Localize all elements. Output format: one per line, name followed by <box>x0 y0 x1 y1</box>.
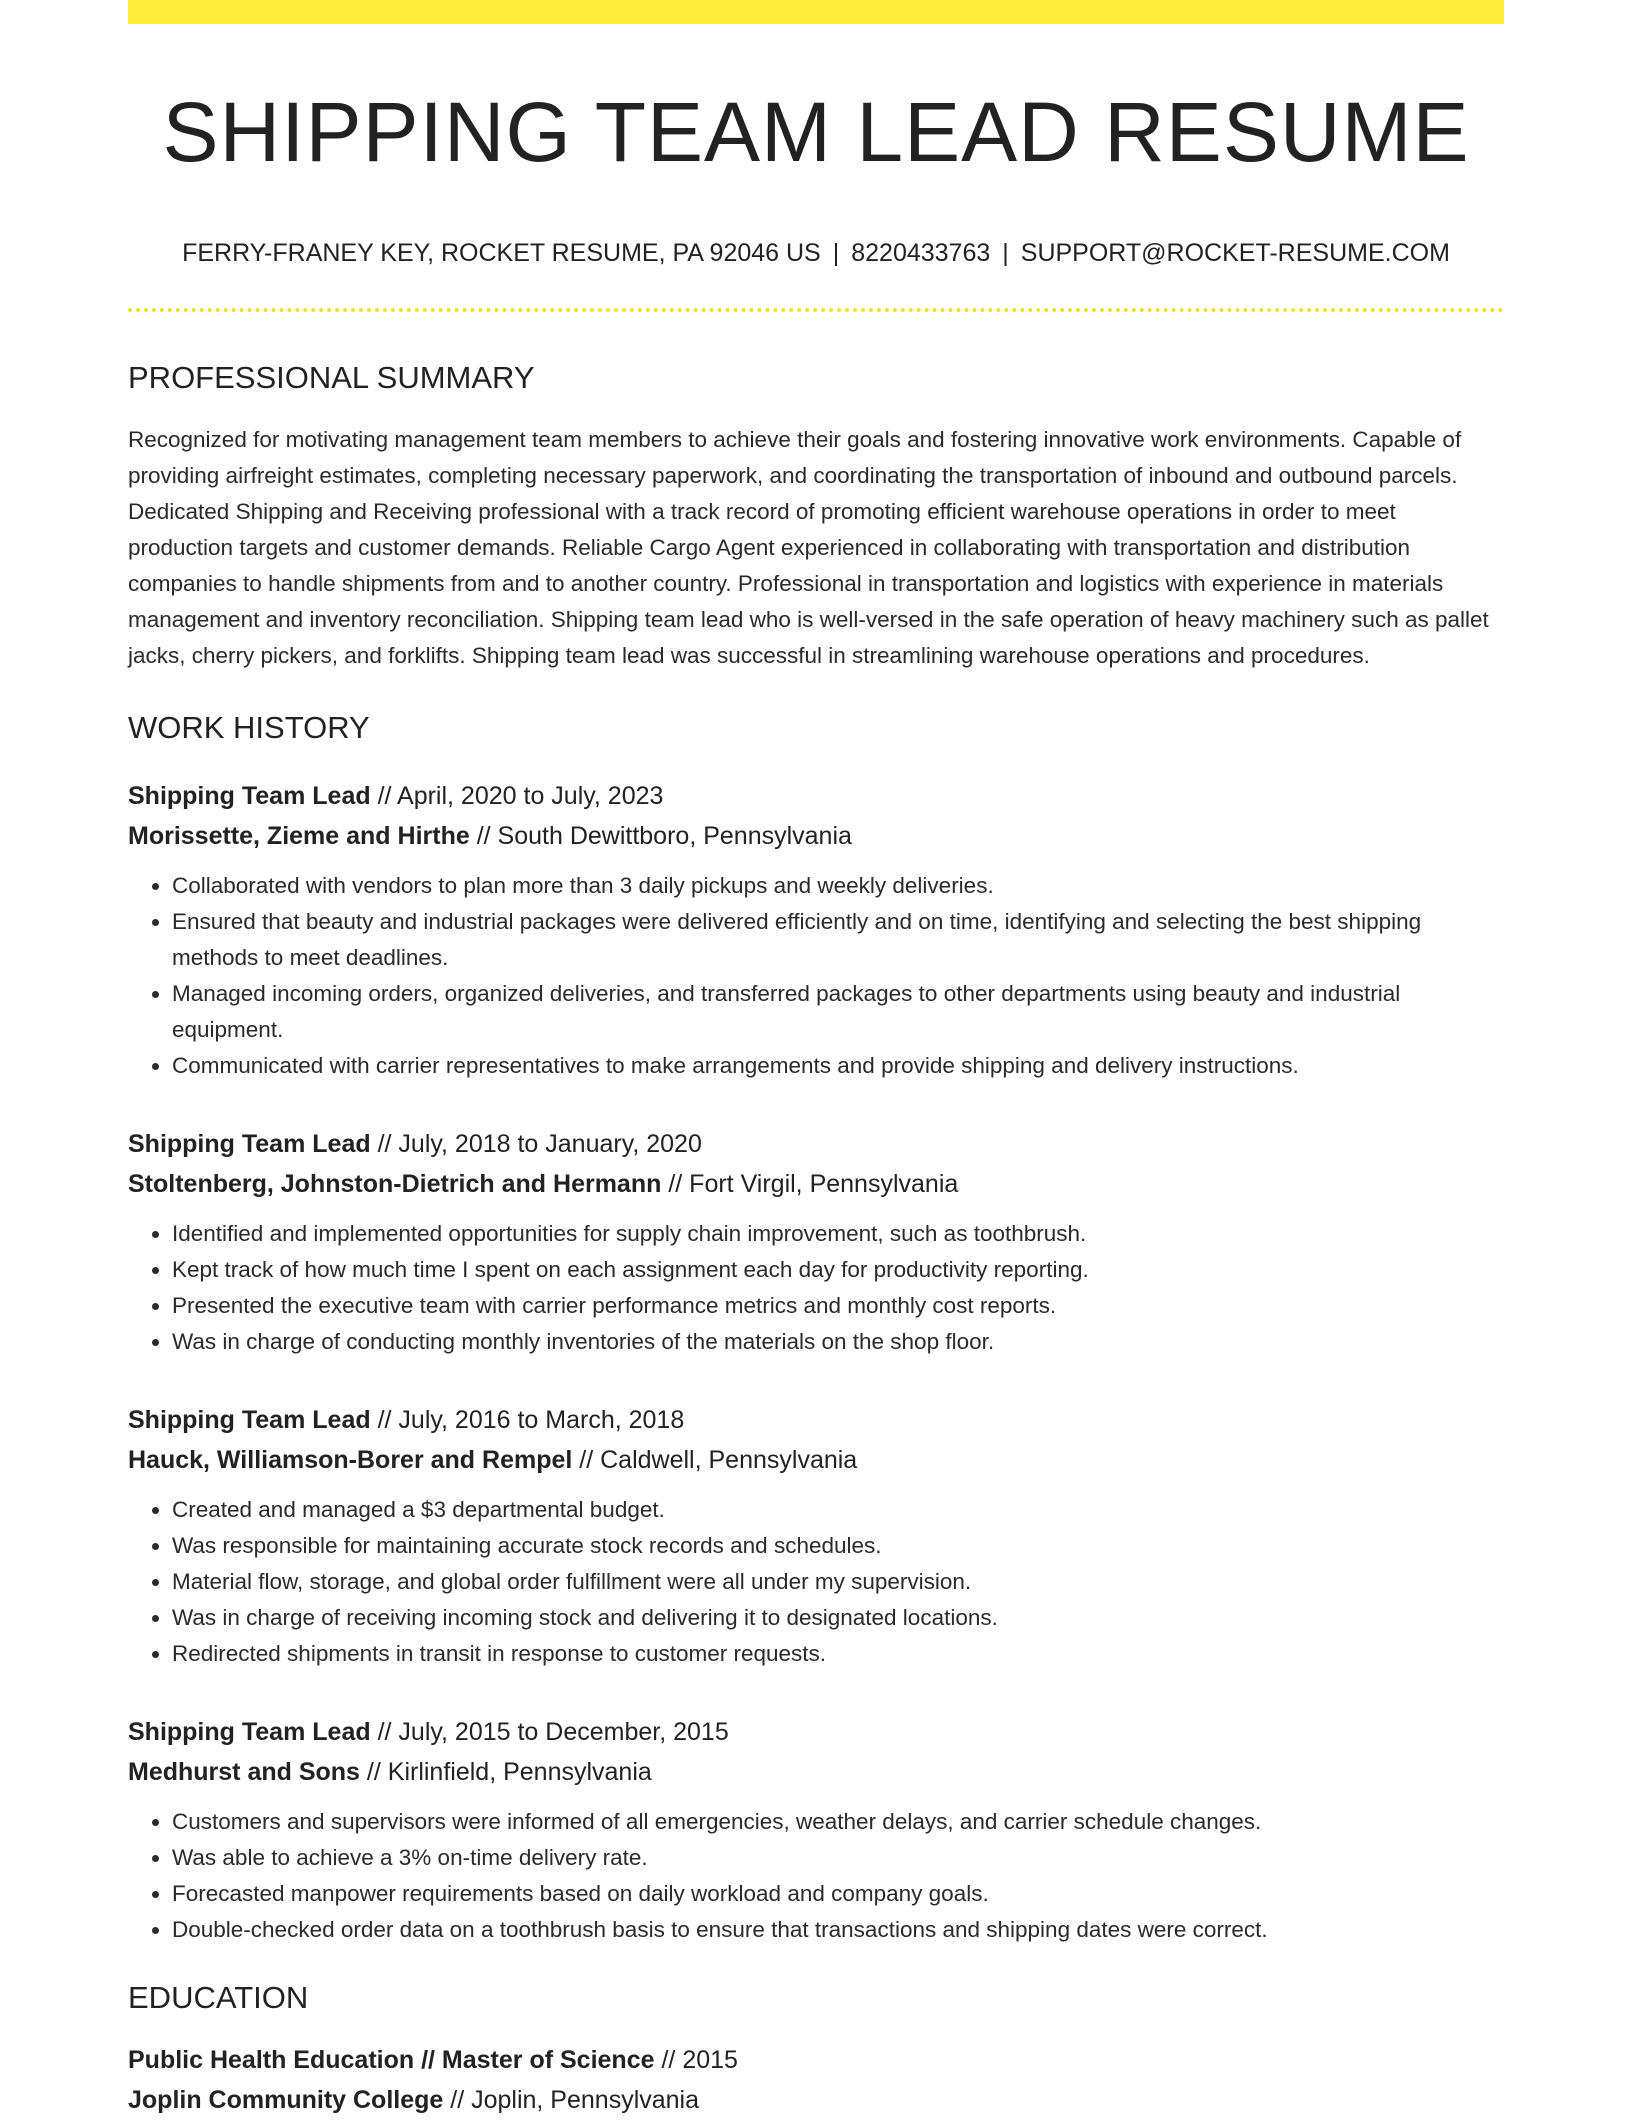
job-location: Caldwell, Pennsylvania <box>600 1446 858 1474</box>
job-company: Stoltenberg, Johnston-Dietrich and Hermann <box>128 1170 662 1198</box>
contact-separator: | <box>832 239 840 267</box>
list-item: • Was in charge of conducting monthly inventories of the materials on the shop floor. <box>172 1324 1504 1360</box>
contact-email: SUPPORT@ROCKET-RESUME.COM <box>1020 239 1450 267</box>
contact-separator: | <box>1002 239 1009 267</box>
contact-phone: 8220433763 <box>851 239 991 267</box>
line-separator: // <box>370 782 398 810</box>
list-item: • Created and managed a $3 departmental budget. <box>172 1492 1504 1528</box>
list-item: • Redirected shipments in transit in response to customer requests. <box>172 1636 1504 1672</box>
job-location: Kirlinfield, Pennsylvania <box>387 1758 652 1786</box>
list-item: • Kept track of how much time I spent on each assignment each day for productivity reporting. <box>172 1252 1504 1288</box>
education-entry <box>128 2040 1504 2120</box>
job-location: Fort Virgil, Pennsylvania <box>689 1170 959 1198</box>
job-company: Hauck, Williamson-Borer and Rempel <box>128 1446 573 1474</box>
job-bullets <box>128 1804 1504 1948</box>
resume-page <box>128 0 1504 2120</box>
page-title: SHIPPING TEAM LEAD RESUME <box>162 85 1470 179</box>
list-item: • Managed incoming orders, organized deliveries, and transferred packages to other departments using beauty and industrial equipment. <box>172 976 1504 1048</box>
job-company: Morissette, Zieme and Hirthe <box>128 822 470 850</box>
job-entry <box>128 1712 1504 1948</box>
job-company: Medhurst and Sons <box>128 1758 360 1786</box>
education-degree: Public Health Education // Master of Science <box>128 2046 655 2074</box>
job-title-line <box>128 1712 1504 1752</box>
job-bullets <box>128 868 1504 1084</box>
education-degree-line <box>128 2040 1504 2080</box>
contact-address: FERRY-FRANEY KEY, ROCKET RESUME, PA 92046 US <box>182 239 821 267</box>
job-title-line <box>128 1400 1504 1440</box>
dotted-divider <box>128 308 1504 312</box>
job-title-line <box>128 776 1504 816</box>
job-title: Shipping Team Lead <box>128 1406 371 1434</box>
list-item: • Collaborated with vendors to plan more than 3 daily pickups and weekly deliveries. <box>172 868 1504 904</box>
education-heading: EDUCATION <box>128 1980 309 2015</box>
list-item: • Was responsible for maintaining accurate stock records and schedules. <box>172 1528 1504 1564</box>
education-year: 2015 <box>682 2046 738 2074</box>
job-title: Shipping Team Lead <box>128 782 371 810</box>
summary-heading: PROFESSIONAL SUMMARY <box>128 360 535 395</box>
list-item: • Communicated with carrier representatives to make arrangements and provide shipping and delivery instructions. <box>172 1048 1504 1084</box>
list-item: • Material flow, storage, and global order fulfillment were all under my supervision. <box>172 1564 1504 1600</box>
job-company-line <box>128 1752 1504 1792</box>
job-company-line <box>128 816 1504 856</box>
line-separator: // <box>572 1446 601 1474</box>
list-item: • Ensured that beauty and industrial packages were delivered efficiently and on time, identifying and selecting the best shipping methods to meet deadlines. <box>172 904 1504 976</box>
line-separator: // <box>370 1406 399 1434</box>
job-company-line <box>128 1164 1504 1204</box>
job-title: Shipping Team Lead <box>128 1130 371 1158</box>
job-dates: April, 2020 to July, 2023 <box>397 782 664 810</box>
work-history-heading: WORK HISTORY <box>128 710 370 745</box>
line-separator: // <box>370 1718 399 1746</box>
list-item: • Was in charge of receiving incoming stock and delivering it to designated locations. <box>172 1600 1504 1636</box>
job-dates: July, 2016 to March, 2018 <box>398 1406 685 1434</box>
job-entry <box>128 1124 1504 1360</box>
line-separator: // <box>370 1130 399 1158</box>
line-separator: // <box>661 1170 690 1198</box>
job-bullets <box>128 1216 1504 1360</box>
job-entry <box>128 1400 1504 1672</box>
education-school: Joplin Community College <box>128 2086 444 2114</box>
list-item: • Presented the executive team with carrier performance metrics and monthly cost reports. <box>172 1288 1504 1324</box>
education-location: Joplin, Pennsylvania <box>471 2086 700 2114</box>
job-bullets <box>128 1492 1504 1672</box>
line-separator: // <box>469 822 498 850</box>
contact-line <box>128 236 1504 270</box>
line-separator: // <box>359 1758 388 1786</box>
line-separator: // <box>443 2086 472 2114</box>
job-company-line <box>128 1440 1504 1480</box>
job-dates: July, 2015 to December, 2015 <box>398 1718 729 1746</box>
list-item: • Was able to achieve a 3% on-time delivery rate. <box>172 1840 1504 1876</box>
list-item: • Double-checked order data on a toothbrush basis to ensure that transactions and shipping dates were correct. <box>172 1912 1504 1948</box>
list-item: • Forecasted manpower requirements based on daily workload and company goals. <box>172 1876 1504 1912</box>
list-item: • Identified and implemented opportunities for supply chain improvement, such as toothbrush. <box>172 1216 1504 1252</box>
education-school-line <box>128 2080 1504 2120</box>
job-title-line <box>128 1124 1504 1164</box>
job-location: South Dewittboro, Pennsylvania <box>497 822 852 850</box>
job-entry <box>128 776 1504 1084</box>
job-dates: July, 2018 to January, 2020 <box>398 1130 702 1158</box>
line-separator: // <box>654 2046 683 2074</box>
list-item: • Customers and supervisors were informed of all emergencies, weather delays, and carrier schedule changes. <box>172 1804 1504 1840</box>
job-title: Shipping Team Lead <box>128 1718 371 1746</box>
top-accent-bar <box>128 0 1504 24</box>
summary-text: Recognized for motivating management team members to achieve their goals and fostering innovative work environments. Capable of providing airfreight estimates, completing necessary paperwork, and coordinating the transportation of inbound and outbound parcels. Dedicated Shipping and Receiving professional with a track record of promoting efficient warehouse operations in order to meet production targets and customer demands. Reliable Cargo Agent experienced in collaborating with transportation and distribution companies to handle shipments from and to another country. Professional in transportation and logistics with experience in materials management and inventory reconciliation. Shipping team lead who is well-versed in the safe operation of heavy machinery such as pallet jacks, cherry pickers, and forklifts. Shipping team lead was successful in streamlining warehouse operations and procedures. <box>128 427 1489 668</box>
